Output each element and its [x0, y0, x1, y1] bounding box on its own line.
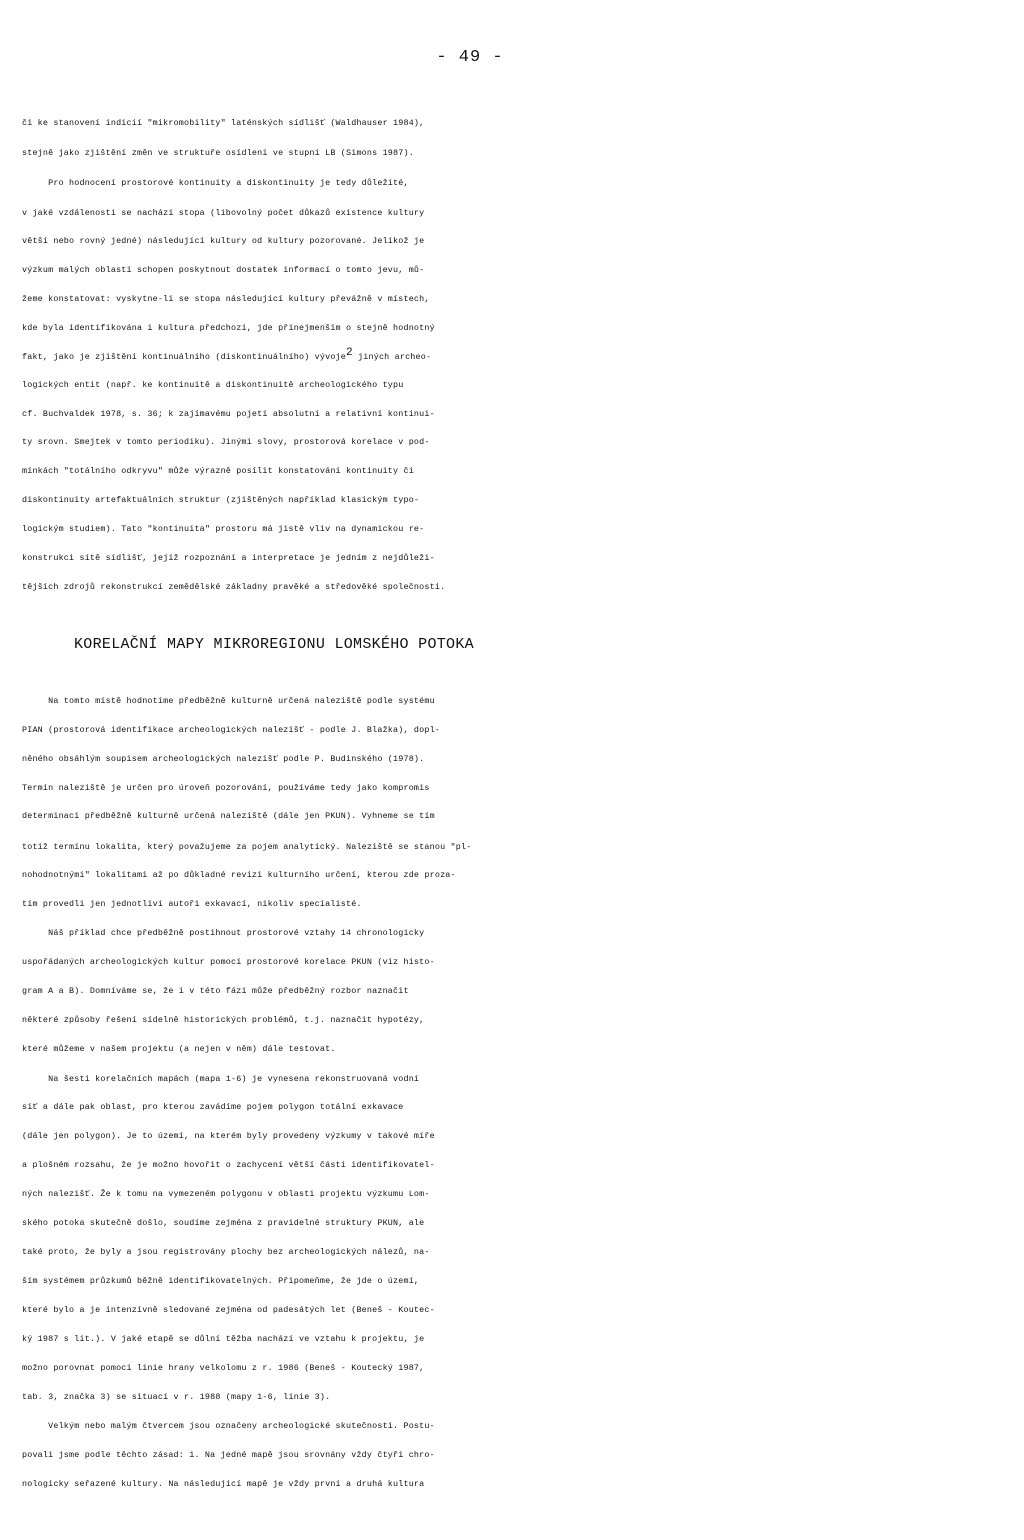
- text-line: ných nalezišť. Že k tomu na vymezeném polygonu v oblasti projektu výzkumu Lom-: [22, 1189, 430, 1199]
- text-line: PIAN (prostorová identifikace archeologických nalezišť - podle J. Blažka), dopl-: [22, 725, 441, 735]
- text-line: které můžeme v našem projektu (a nejen v něm) dále testovat.: [22, 1044, 336, 1054]
- text-line: kde byla identifikována i kultura předchozí, jde přinejmenším o stejně hodnotný: [22, 323, 435, 333]
- text-segment: jiných archeo-: [352, 352, 432, 362]
- section-heading: KORELAČNÍ MAPY MIKROREGIONU LOMSKÉHO POTOKA: [74, 636, 474, 653]
- text-line: povali jsme podle těchto zásad: 1. Na jedné mapě jsou srovnány vždy čtyři chro-: [22, 1450, 435, 1460]
- text-line: některé způsoby řešení sídelně historických problémů, t.j. naznačit hypotézy,: [22, 1015, 425, 1025]
- text-line: cf. Buchvaldek 1978, s. 36; k zajímavému pojetí absolutní a relativní kontinui-: [22, 409, 435, 419]
- text-line: Na šesti korelačních mapách (mapa 1-6) je vynesena rekonstruovaná vodní: [22, 1074, 420, 1084]
- text-line: možno porovnat pomocí linie hrany velkolomu z r. 1986 (Beneš - Koutecký 1987,: [22, 1363, 425, 1373]
- text-line: determinaci předběžně kulturně určená naleziště (dále jen PKUN). Vyhneme se tím: [22, 811, 435, 821]
- text-line: ký 1987 s lit.). V jaké etapě se důlní těžba nachází ve vztahu k projektu, je: [22, 1334, 425, 1344]
- text-line: diskontinuity artefaktuálních struktur (zjištěných například klasickým typo-: [22, 495, 420, 505]
- text-line: ším systémem průzkumů běžně identifikovatelných. Připomeňme, že jde o území,: [22, 1276, 420, 1286]
- text-line: větší nebo rovný jedné) následující kultury od kultury pozorované. Jelikož je: [22, 236, 425, 246]
- text-line: které bylo a je intenzívně sledované zejména od padesátých let (Beneš - Koutec-: [22, 1305, 435, 1315]
- text-line: Náš příklad chce předběžně postihnout prostorové vztahy 14 chronologicky: [22, 928, 425, 938]
- text-line: Velkým nebo malým čtvercem jsou označeny archeologické skutečnosti. Postu-: [22, 1421, 435, 1431]
- text-line: v jaké vzdálenosti se nachází stopa (libovolný počet důkazů existence kultury: [22, 208, 425, 218]
- text-line-with-footnote: [22, 344, 1002, 370]
- text-line: logickým studiem). Tato "kontinuita" prostoru má jistě vliv na dynamickou re-: [22, 524, 425, 534]
- text-line: Termín naleziště je určen pro úroveň pozorování, používáme tedy jako kompromis: [22, 783, 430, 793]
- text-line: Na tomto místě hodnotíme předběžně kulturně určená naleziště podle systému: [22, 696, 435, 706]
- text-line: také proto, že byly a jsou registrovány plochy bez archeologických nálezů, na-: [22, 1247, 430, 1257]
- text-line: tím provedli jen jednotliví autoři exkavací, nikoliv specialisté.: [22, 899, 362, 909]
- text-segment: fakt, jako je zjištění kontinuálního (diskontinuálního) vývoje: [22, 352, 347, 362]
- text-line: totiž termínu lokalita, který považujeme za pojem analytický. Naleziště se stanou "pl-: [22, 842, 472, 852]
- text-line: tab. 3, značka 3) se situací v r. 1988 (mapy 1-6, linie 3).: [22, 1392, 331, 1402]
- text-line: síť a dále pak oblast, pro kterou zavádíme pojem polygon totální exkavace: [22, 1102, 404, 1112]
- text-line: a plošném rozsahu, že je možno hovořit o zachycení větší části identifikovatel-: [22, 1160, 435, 1170]
- text-line: něného obsáhlým soupisem archeologických nalezišť podle P. Budinského (1978).: [22, 754, 425, 764]
- text-line: nohodnotnými" lokalitami až po důkladné revizi kulturního určení, kterou zde proza-: [22, 870, 456, 880]
- page-number: - 49 -: [436, 48, 504, 67]
- text-line: logických entit (např. ke kontinuitě a diskontinuitě archeologického typu: [22, 380, 404, 390]
- text-line: ského potoka skutečně došlo, soudíme zejména z pravidelné struktury PKUN, ale: [22, 1218, 425, 1228]
- text-line: či ke stanovení indicií "mikromobility" laténských sídlišť (Waldhauser 1984),: [22, 118, 425, 128]
- text-line: výzkum malých oblastí schopen poskytnout dostatek informací o tomto jevu, mů-: [22, 265, 425, 275]
- text-line: konstrukci sítě sídlišť, jejíž rozpoznání a interpretace je jedním z nejdůleži-: [22, 553, 435, 563]
- footnote-marker: 2: [346, 347, 353, 359]
- text-line: stejně jako zjištění změn ve struktuře osídlení ve stupni LB (Simons 1987).: [22, 148, 414, 158]
- text-line: žeme konstatovat: vyskytne-li se stopa následující kultury převážně v místech,: [22, 294, 430, 304]
- text-line: ty srovn. Smejtek v tomto periodiku). Jinými slovy, prostorová korelace v pod-: [22, 437, 430, 447]
- text-line: Pro hodnocení prostorové kontinuity a diskontinuity je tedy důležité,: [22, 178, 409, 188]
- text-line: nologicky seřazené kultury. Na následující mapě je vždy první a druhá kultura: [22, 1479, 425, 1489]
- text-line: uspořádaných archeologických kultur pomocí prostorové korelace PKUN (viz histo-: [22, 957, 435, 967]
- text-line: mínkách "totálního odkryvu" může výrazně posílit konstatování kontinuity či: [22, 466, 414, 476]
- text-line: tějších zdrojů rekonstrukcí zemědělské základny pravěké a středověké společnosti.: [22, 582, 446, 592]
- text-line: gram A a B). Domníváme se, že i v této fázi může předběžný rozbor naznačit: [22, 986, 409, 996]
- text-line: (dále jen polygon). Je to území, na kterém byly provedeny výzkumy v takové míře: [22, 1131, 435, 1141]
